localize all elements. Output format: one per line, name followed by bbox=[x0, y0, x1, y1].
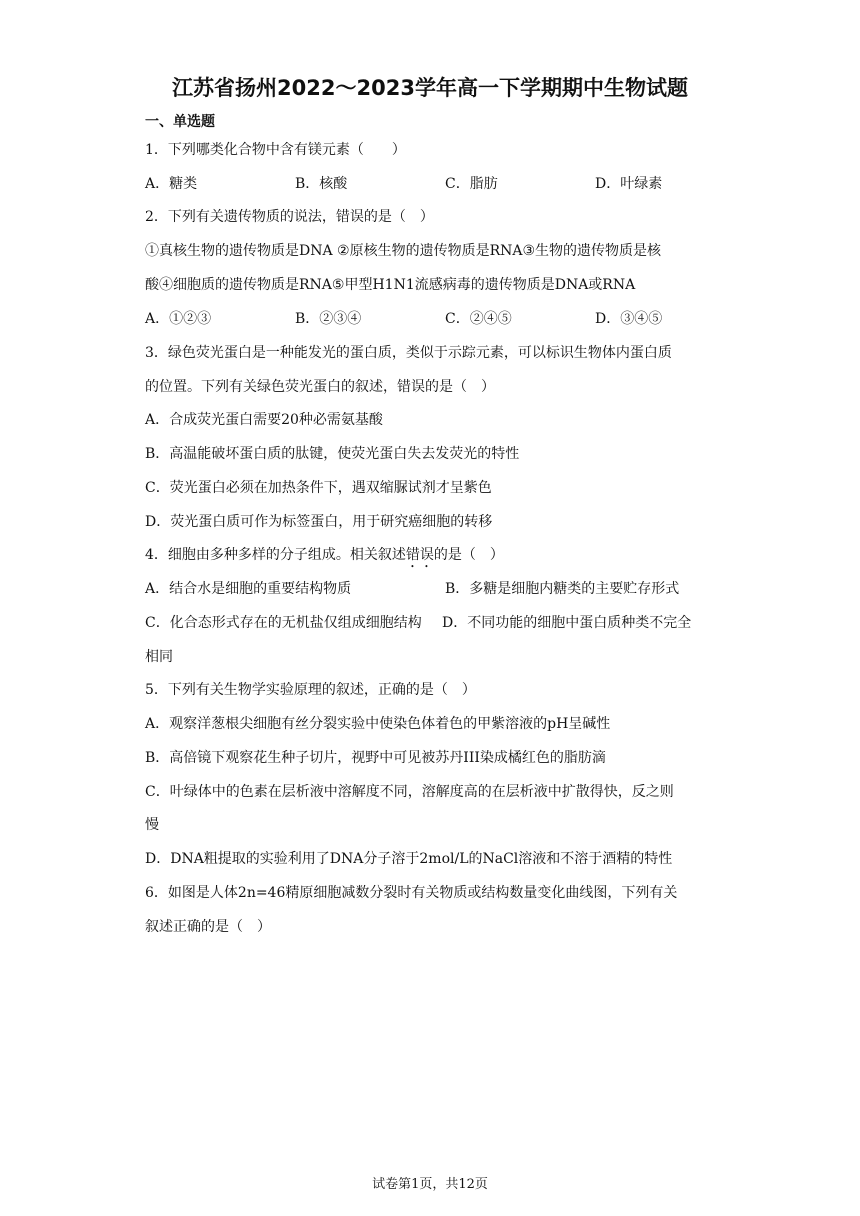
question-2-option-a: A．①②③ bbox=[145, 311, 212, 327]
question-4-stem bbox=[145, 545, 725, 571]
question-3-option-b: B．高温能破坏蛋白质的肽键，使荧光蛋白失去发荧光的特性 bbox=[145, 446, 520, 462]
question-2-statement-line-1: ①真核生物的遗传物质是DNA ②原核生物的遗传物质是RNA③生物的遗传物质是核 bbox=[145, 243, 662, 259]
question-4-stem-end: 的是（ ） bbox=[433, 547, 504, 563]
question-3-option-a: A．合成荧光蛋白需要20种必需氨基酸 bbox=[145, 412, 383, 428]
question-1-option-d: D．叶绿素 bbox=[595, 176, 663, 192]
question-3-option-d: D．荧光蛋白质可作为标签蛋白，用于研究癌细胞的转移 bbox=[145, 514, 493, 530]
question-5-option-c: C．叶绿体中的色素在层析液中溶解度不同，溶解度高的在层析液中扩散得快，反之则 bbox=[145, 784, 674, 800]
question-2-stem: 2．下列有关遗传物质的说法，错误的是（ ） bbox=[145, 209, 434, 225]
question-5-option-b: B．高倍镜下观察花生种子切片，视野中可见被苏丹III染成橘红色的脂肪滴 bbox=[145, 750, 606, 766]
question-4-emphasis: 错误 bbox=[405, 547, 434, 563]
page-title: 江苏省扬州2022～2023学年高一下学期期中生物试题 bbox=[172, 76, 688, 100]
question-2-option-b: B．②③④ bbox=[295, 311, 362, 327]
question-6-stem-line-1: 6．如图是人体2n=46精原细胞减数分裂时有关物质或结构数量变化曲线图，下列有关 bbox=[145, 885, 678, 901]
question-4-option-c: C．化合态形式存在的无机盐仅组成细胞结构 bbox=[145, 615, 422, 631]
question-5-stem: 5．下列有关生物学实验原理的叙述，正确的是（ ） bbox=[145, 682, 476, 698]
question-2-option-c: C．②④⑤ bbox=[445, 311, 512, 327]
question-1-option-c: C．脂肪 bbox=[445, 176, 498, 192]
question-2-statement-line-2: 酸④细胞质的遗传物质是RNA⑤甲型H1N1流感病毒的遗传物质是DNA或RNA bbox=[145, 277, 636, 293]
question-4-option-a: A．结合水是细胞的重要结构物质 bbox=[145, 581, 352, 597]
question-1-option-a: A．糖类 bbox=[145, 176, 198, 192]
section-heading: 一、单选题 bbox=[145, 114, 215, 130]
question-1-option-b: B．核酸 bbox=[295, 176, 348, 192]
question-5-option-d: D．DNA粗提取的实验利用了DNA分子溶于2mol/L的NaCl溶液和不溶于酒精的特性 bbox=[145, 851, 673, 867]
question-2-option-d: D．③④⑤ bbox=[595, 311, 663, 327]
question-3-stem-line-2: 的位置。下列有关绿色荧光蛋白的叙述，错误的是（ ） bbox=[145, 379, 495, 395]
question-3-option-c: C．荧光蛋白必须在加热条件下，遇双缩脲试剂才呈紫色 bbox=[145, 480, 492, 496]
question-4-option-d-continued: 相同 bbox=[145, 649, 173, 665]
question-5-option-a: A．观察洋葱根尖细胞有丝分裂实验中使染色体着色的甲紫溶液的pH呈碱性 bbox=[145, 716, 611, 732]
question-4-option-d: D．不同功能的细胞中蛋白质种类不完全 bbox=[442, 615, 692, 631]
question-1-stem: 1．下列哪类化合物中含有镁元素（ ） bbox=[145, 142, 406, 158]
question-6-stem-line-2: 叙述正确的是（ ） bbox=[145, 919, 271, 935]
question-4-stem-start: 4．细胞由多种多样的分子组成。相关叙述 bbox=[145, 547, 406, 563]
question-3-stem-line-1: 3．绿色荧光蛋白是一种能发光的蛋白质，类似于示踪元素，可以标识生物体内蛋白质 bbox=[145, 345, 672, 361]
question-5-option-c-continued: 慢 bbox=[145, 817, 159, 833]
page-footer: 试卷第1页，共12页 bbox=[372, 1177, 488, 1192]
question-4-option-b: B．多糖是细胞内糖类的主要贮存形式 bbox=[445, 581, 680, 597]
